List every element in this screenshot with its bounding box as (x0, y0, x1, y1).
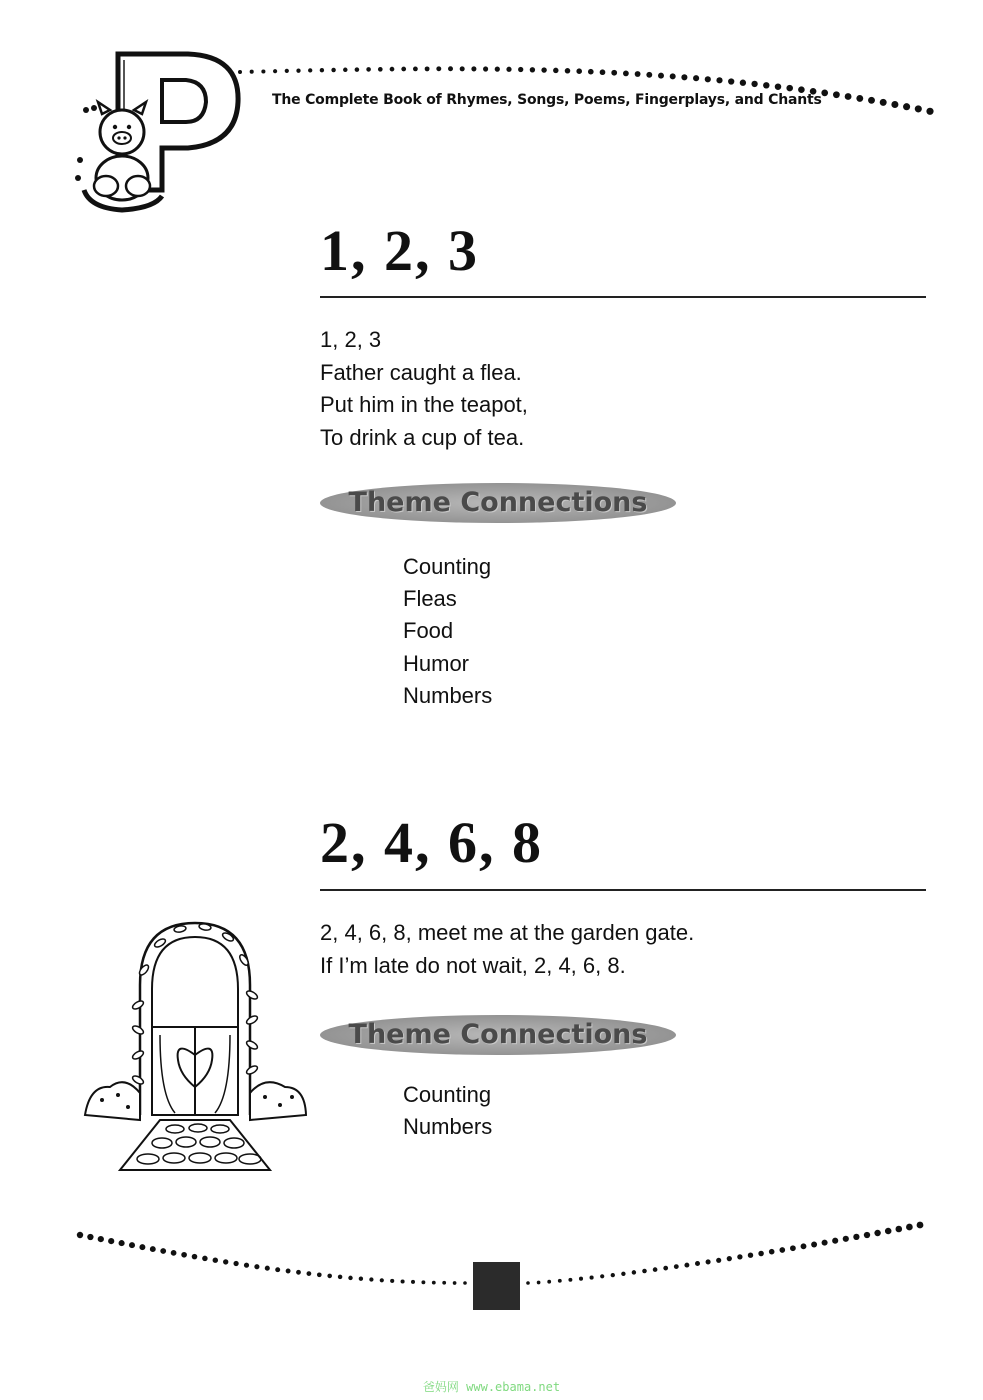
theme-item: Numbers (403, 682, 493, 708)
border-dot (213, 1257, 218, 1262)
pig-illustration-icon (70, 40, 250, 220)
rhyme-title: 1, 2, 3 (320, 218, 479, 283)
border-dot (880, 99, 887, 106)
border-dot (495, 67, 500, 72)
border-dot (530, 67, 535, 72)
border-dot (576, 68, 582, 74)
border-dot (833, 91, 840, 98)
border-dot (853, 1234, 859, 1240)
border-dot (463, 1281, 467, 1285)
border-dot (769, 1249, 775, 1255)
border-dot (632, 1270, 636, 1274)
border-dot (366, 67, 371, 72)
border-dot (674, 1264, 679, 1269)
border-dot (727, 1256, 732, 1261)
border-dot (705, 76, 711, 82)
border-dot (565, 68, 571, 74)
theme-connections-badge (318, 481, 678, 525)
border-dot (192, 1254, 198, 1260)
border-dot (286, 1269, 291, 1274)
border-dot (320, 68, 324, 72)
border-dot (845, 93, 852, 100)
border-dot (448, 66, 453, 71)
rhyme-verse (320, 324, 528, 454)
border-dot (579, 1277, 583, 1281)
border-dot (471, 66, 476, 71)
letter-p-pig-logo (70, 40, 250, 220)
verse-line: 1, 2, 3 (320, 327, 382, 352)
border-dot (821, 90, 828, 97)
border-dot (541, 67, 546, 72)
theme-item: Humor (403, 650, 470, 676)
border-dot (129, 1242, 135, 1248)
title-divider (320, 889, 926, 891)
border-dot (611, 70, 617, 76)
border-dot (822, 1240, 828, 1246)
border-dot (740, 80, 746, 86)
border-dot (658, 73, 664, 79)
border-dot (621, 1272, 625, 1276)
border-dot (600, 69, 606, 75)
border-dot (223, 1259, 228, 1264)
border-dot (547, 1280, 551, 1284)
border-dot (425, 66, 430, 71)
garden-gate-icon (80, 915, 310, 1180)
border-dot (868, 97, 875, 104)
border-dot (526, 1281, 530, 1285)
border-dot (338, 1275, 343, 1280)
border-dot (160, 1248, 166, 1254)
page-number-block (473, 1262, 520, 1310)
border-dot (553, 68, 558, 73)
theme-connections-badge (318, 1013, 678, 1057)
border-dot (558, 1279, 562, 1283)
watermark-text: 爸妈网 www.ebama.net (422, 1380, 561, 1394)
border-dot (355, 67, 360, 72)
border-dot (77, 1232, 83, 1238)
border-dot (411, 1280, 415, 1284)
theme-connections-heading: Theme Connections (348, 1019, 648, 1050)
border-dot (506, 67, 511, 72)
border-dot (307, 1271, 312, 1276)
border-dot (864, 1232, 870, 1238)
border-dot (751, 81, 757, 87)
border-dot (453, 1281, 457, 1285)
border-dot (895, 1226, 902, 1233)
border-dot (119, 1240, 125, 1246)
border-dot (891, 101, 898, 108)
border-dot (331, 68, 335, 72)
border-dot (716, 77, 722, 83)
border-dot (108, 1238, 114, 1244)
border-dot (790, 1245, 796, 1251)
border-dot (378, 67, 383, 72)
book-title: The Complete Book of Rhymes, Songs, Poems, Fingerplays, and Chants (272, 92, 822, 108)
border-dot (421, 1280, 425, 1284)
header-dotted-border (230, 50, 950, 130)
border-dot (663, 1266, 668, 1271)
theme-connections-heading: Theme Connections (348, 487, 648, 518)
border-dot (763, 82, 769, 88)
border-dot (670, 73, 676, 79)
border-dot (285, 69, 289, 73)
border-dot (748, 1252, 753, 1257)
border-dot (401, 1279, 405, 1283)
border-dot (390, 1279, 394, 1283)
border-dot (926, 108, 933, 115)
border-dot (646, 72, 652, 78)
rhyme-verse (320, 917, 694, 982)
border-dot (642, 1269, 647, 1274)
border-dot (238, 70, 242, 74)
border-dot (801, 1243, 807, 1249)
border-dot (903, 103, 910, 110)
border-dot (737, 1254, 742, 1259)
border-dot (150, 1246, 156, 1252)
theme-item: Counting (403, 554, 492, 579)
border-dot (139, 1244, 145, 1250)
border-dot (348, 1276, 352, 1280)
border-dot (254, 1264, 259, 1269)
theme-item: Counting (403, 1082, 492, 1107)
border-dot (460, 66, 465, 71)
border-dot (369, 1277, 373, 1281)
border-dot (413, 66, 418, 71)
border-dot (327, 1274, 332, 1279)
verse-line: If I’m late do not wait, 2, 4, 6, 8. (320, 952, 626, 978)
border-dot (265, 1266, 270, 1271)
theme-list (403, 1079, 492, 1143)
border-dot (695, 1261, 700, 1266)
theme-item: Numbers (403, 1114, 493, 1140)
border-dot (716, 1258, 721, 1263)
border-dot (811, 1242, 817, 1248)
border-dot (202, 1256, 208, 1262)
rhyme-title: 2, 4, 6, 8 (320, 810, 543, 875)
border-dot (401, 67, 406, 72)
border-dot (623, 71, 629, 77)
border-dot (906, 1224, 913, 1231)
border-dot (296, 69, 300, 73)
verse-line: 2, 4, 6, 8, meet me at the garden gate. (320, 920, 695, 945)
border-dot (317, 1272, 322, 1277)
border-dot (728, 78, 734, 84)
border-dot (917, 1222, 924, 1229)
border-dot (681, 74, 687, 80)
border-dot (483, 66, 488, 71)
border-dot (380, 1278, 384, 1282)
border-dot (442, 1281, 446, 1285)
title-divider (320, 296, 926, 298)
border-dot (436, 66, 441, 71)
theme-item: Fleas (403, 586, 457, 612)
border-dot (296, 1270, 301, 1275)
border-dot (432, 1281, 436, 1285)
border-dot (758, 1251, 764, 1257)
verse-line: To drink a cup of tea. (320, 424, 525, 450)
border-dot (233, 1261, 238, 1266)
theme-item: Food (403, 618, 454, 644)
border-dot (874, 1230, 880, 1236)
border-dot (518, 67, 523, 72)
border-dot (390, 67, 395, 72)
border-dot (635, 71, 641, 77)
verse-line: Father caught a flea. (320, 359, 522, 385)
border-dot (343, 68, 347, 72)
garden-gate-illustration (80, 915, 310, 1180)
border-dot (779, 1247, 785, 1253)
border-dot (308, 68, 312, 72)
border-dot (885, 1228, 892, 1235)
border-dot (843, 1236, 849, 1242)
border-dot (775, 83, 782, 90)
border-dot (98, 1236, 104, 1242)
verse-line: Put him in the teapot, (320, 392, 528, 417)
border-dot (684, 1263, 689, 1268)
border-dot (273, 69, 277, 73)
theme-list (403, 551, 492, 712)
border-dot (568, 1278, 572, 1282)
border-dot (786, 85, 793, 92)
border-dot (693, 75, 699, 81)
border-dot (87, 1234, 93, 1240)
border-dot (590, 1276, 594, 1280)
border-dot (588, 69, 594, 75)
border-dot (611, 1273, 615, 1277)
border-dot (537, 1281, 541, 1285)
border-dot (653, 1267, 658, 1272)
border-dot (706, 1259, 711, 1264)
border-dot (832, 1238, 838, 1244)
border-dot (600, 1274, 604, 1278)
border-dot (856, 95, 863, 102)
border-dot (244, 1263, 249, 1268)
border-dot (915, 105, 922, 112)
border-dot (359, 1277, 363, 1281)
border-dot (181, 1252, 187, 1258)
border-dot (261, 69, 265, 73)
border-dot (275, 1267, 280, 1272)
border-dot (250, 70, 254, 74)
border-dot (171, 1250, 177, 1256)
